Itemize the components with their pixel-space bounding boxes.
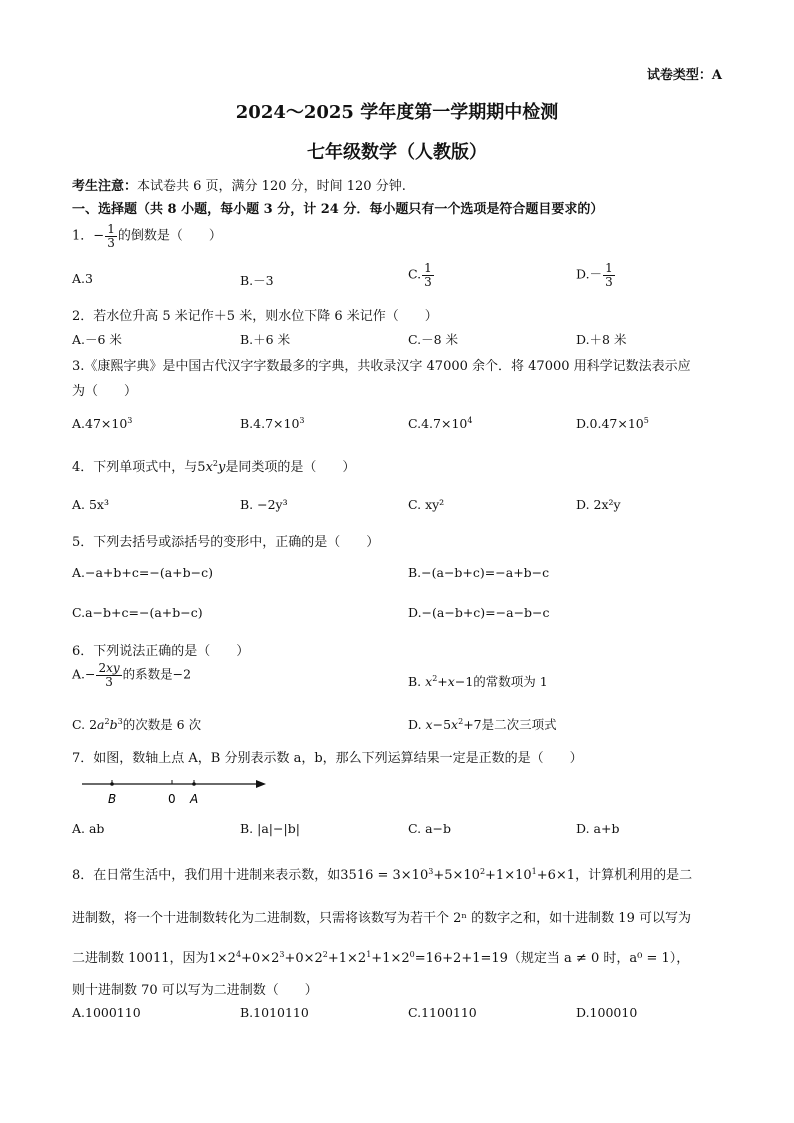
q2-option-b: B.＋6 米 [240, 332, 291, 347]
q6-option-b: B. $x^2+x-1$的常数项为 1 [408, 674, 548, 689]
section1-heading: 一、选择题（共 8 小题，每小题 3 分，计 24 分．每小题只有一个选项是符合题目要求的） [72, 202, 604, 217]
q8-option-b: B.1010110 [240, 1005, 309, 1020]
q3-option-d: $D.0.47\times 10^5$ [576, 416, 649, 431]
q6-option-c: C. $2a^2b^3$的次数是 6 次 [72, 717, 202, 732]
q3-stem-line2: 为（ ） [72, 384, 138, 399]
q5-option-a: A.−a+b+c=−(a+b−c) [72, 565, 213, 580]
q8-option-c: C.1100110 [408, 1005, 477, 1020]
q1-option-b: B.－3 [240, 273, 274, 288]
q8-line3: 二进制数 10011，因为$1\times 2^4+0\times 2^3+0\times 2^2+1\times 2^1+1\times 2^0=16+2+1=19$（规定当 a ≠ 0 时，a⁰ = 1）， [72, 950, 690, 966]
number-line-figure [80, 774, 270, 814]
q2-option-d: D.＋8 米 [576, 332, 627, 347]
q7-option-d: D. a+b [576, 821, 620, 836]
label-b: B [108, 792, 117, 806]
q4-stem: 4．下列单项式中，与$5x^2y$是同类项的是（ ） [72, 459, 356, 475]
q1-option-a: A.3 [72, 271, 93, 286]
q3-option-a: $A.47\times 10^3$ [72, 416, 133, 431]
q8-line4: 则十进制数 70 可以写为二进制数（ ） [72, 983, 318, 998]
q7-option-b: B. |a|−|b| [240, 821, 300, 836]
q1-fraction: $\frac{1}{3}$ [107, 222, 115, 250]
q8-option-a: A.1000110 [72, 1005, 141, 1020]
point-b [110, 782, 114, 786]
q5-option-c: C.a−b+c=−(a+b−c) [72, 605, 203, 620]
label-0: 0 [168, 792, 176, 806]
q6-option-a: A.− $\frac{2xy}{3}$ 的系数是−2 [72, 661, 192, 689]
paper-type: 试卷类型：A [646, 68, 722, 83]
q6-option-d: D. $x-5x^2+7$是二次三项式 [408, 717, 557, 732]
notice-label: 考生注意： [72, 179, 138, 194]
q4-option-a: A. 5x³ [72, 497, 109, 512]
q8-line2: 进制数，将一个十进制数转化为二进制数，只需将该数写为若干个 2ⁿ 的数字之和，如十进制数 19 可以写为 [72, 911, 691, 926]
exam-subtitle: 七年级数学（人教版） [307, 142, 487, 163]
q1-stem: 1．− $\frac{1}{3}$ 的倒数是（ ） [72, 222, 222, 250]
q1-option-d: D.－ $\frac{1}{3}$ [576, 261, 613, 289]
q8-line1: 8．在日常生活中，我们用十进制来表示数，如$3516 = 3\times 10^3+5\times 10^2+1\times 10^1+6\times 1$，计算机利用的是二 [72, 867, 693, 883]
q3-option-c: $C.4.7\times 10^4$ [408, 416, 473, 431]
q2-option-c: C.－8 米 [408, 332, 459, 347]
notice [72, 175, 406, 194]
number-line-arrow [256, 780, 266, 788]
exam-title: 2024～2025 学年度第一学期期中检测 [235, 102, 559, 123]
notice-text: 本试卷共 6 页，满分 120 分，时间 120 分钟. [137, 179, 406, 194]
q1-num: 1． [72, 228, 94, 244]
q7-option-c: C. a−b [408, 821, 451, 836]
q4-option-c: C. xy² [408, 497, 445, 512]
q5-stem: 5．下列去括号或添括号的变形中，正确的是（ ） [72, 535, 380, 550]
point-a [192, 782, 196, 786]
q3-stem-line1: 3.《康熙字典》是中国古代汉字字数最多的字典，共收录汉字 47000 余个．将 47000 用科学记数法表示应 [72, 359, 691, 374]
q7-option-a: A. ab [72, 821, 105, 836]
q1-option-c: C. $\frac{1}{3}$ [408, 261, 432, 289]
q4-option-d: D. 2x²y [576, 497, 621, 512]
q3-option-b: $B.4.7\times 10^3$ [240, 416, 305, 431]
q8-option-d: D.100010 [576, 1005, 638, 1020]
q2-option-a: A.－6 米 [72, 332, 122, 347]
q1-stem-tail: 的倒数是（ ） [117, 228, 222, 244]
q2-stem: 2．若水位升高 5 米记作＋5 米，则水位下降 6 米记作（ ） [72, 309, 438, 324]
q5-option-b: B.−(a−b+c)=−a+b−c [408, 565, 550, 580]
q4-option-b: B. −2y³ [240, 497, 288, 512]
q5-option-d: D.−(a−b+c)=−a−b−c [408, 605, 550, 620]
label-a: A [190, 792, 199, 806]
q6-stem: 6．下列说法正确的是（ ） [72, 644, 250, 659]
q7-stem: 7．如图，数轴上点 A，B 分别表示数 a，b，那么下列运算结果一定是正数的是（ ） [72, 751, 583, 766]
